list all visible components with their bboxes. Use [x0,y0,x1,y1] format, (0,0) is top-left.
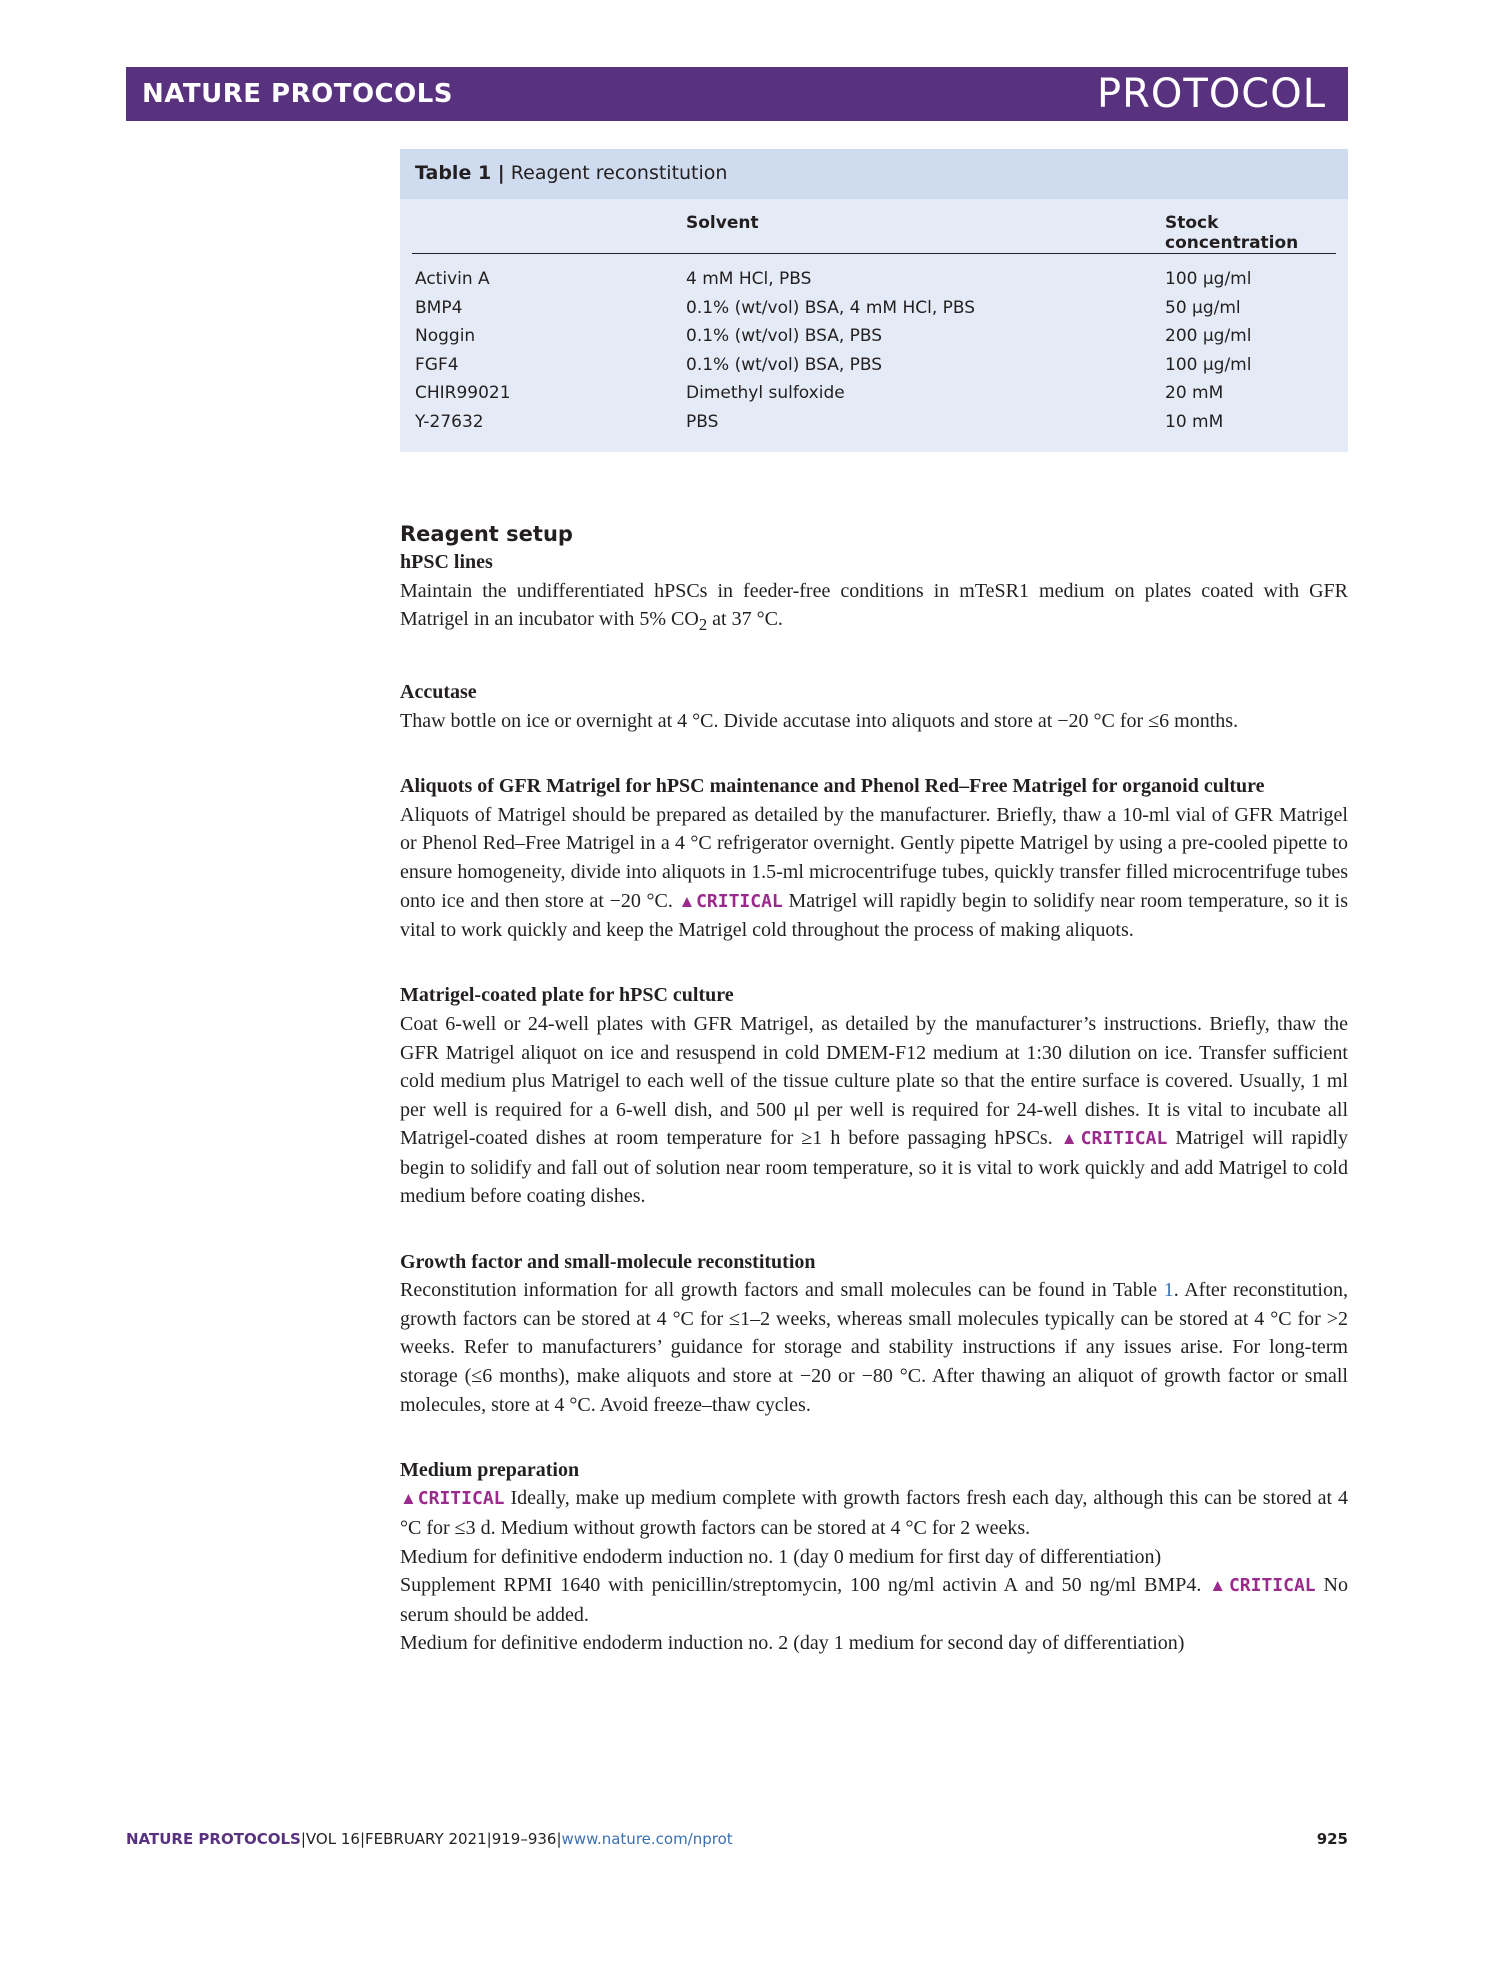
subheading-hpsc-lines: hPSC lines [400,551,493,573]
paragraph-medium-critical [400,1484,1348,1542]
paragraph-induction-1 [400,1571,1348,1629]
table-number: Table 1 | [415,162,505,184]
reagent-stock: 100 μg/ml [1165,354,1252,375]
critical-triangle-icon: ▲ [1209,1576,1229,1596]
growth-factor-text-a: Reconstitution information for all growth factors and small molecules can be found in Table [400,1279,1164,1302]
subheading-medium-preparation: Medium preparation [400,1458,580,1481]
critical-label: CRITICAL [1080,1128,1168,1150]
reagent-name: Noggin [415,326,476,347]
hpsc-text-b: at 37 °C. [707,608,783,631]
table-title-band [400,149,1348,199]
reagent-table [400,149,1348,452]
reagent-solvent: PBS [686,411,719,432]
critical-triangle-icon: ▲ [1060,1129,1081,1149]
reagent-name: Activin A [415,269,490,289]
column-header-stock-concentration: Stock concentration [1165,213,1299,253]
reagent-stock: 100 μg/ml [1165,269,1252,289]
article-type: PROTOCOL [1096,71,1326,117]
footer-volume: VOL 16 [305,1830,360,1848]
page-footer [126,1830,1348,1854]
medium-critical-text: Ideally, make up medium complete with growth factors fresh each day, although this can be stored at 4 °C for ≤3 d. Medium without growth factors can be stored at 4 °C for 2 weeks. [400,1487,1348,1539]
critical-triangle-icon: ▲ [400,1489,418,1509]
table-row [415,269,1340,298]
paragraph-aliquots [400,801,1348,945]
reagent-name: FGF4 [415,354,459,375]
footer-separator: | [486,1830,492,1848]
co2-subscript: 2 [698,615,708,635]
paragraph-growth-factor [400,1276,1348,1419]
reagent-stock: 200 μg/ml [1165,326,1252,347]
reagent-solvent: 0.1% (wt/vol) BSA, 4 mM HCl, PBS [686,297,976,318]
column-header-solvent: Solvent [686,213,759,233]
subheading-aliquots: Aliquots of GFR Matrigel for hPSC maintenance and Phenol Red–Free Matrigel for organoid culture [400,775,1265,798]
table-row [415,412,1340,441]
footer-pages: 919–936 [491,1830,557,1848]
reagent-stock: 20 mM [1165,383,1224,404]
induction-1-title: Medium for definitive endoderm induction no. 1 (day 0 medium for first day of differentiation) [400,1545,1162,1568]
coated-plate-text-a: Coat 6-well or 24-well plates with GFR Matrigel, as detailed by the manufacturer’s instructions. Briefly, thaw the GFR Matrigel aliquot on ice and resuspend in cold DMEM-F12 medium at 1:30 dilution on ice. Transfer sufficient cold medium plus Matrigel to each well of the tissue culture plate so that the entire surface is covered. Usually, 1 ml per well is required for a 6-well dish, and 500 μl per well is required for 24-well dishes. It is vital to incubate all Matrigel-coated dishes at room temperature for ≥1 h before passaging hPSCs. [400,1012,1348,1150]
reagent-stock: 10 mM [1165,411,1224,432]
reagent-name: BMP4 [415,297,463,318]
table-row [415,326,1340,355]
induction-2-title: Medium for definitive endoderm induction no. 2 (day 1 medium for second day of differentiation) [400,1632,1185,1655]
reagent-name: Y-27632 [415,411,484,432]
reagent-stock: 50 μg/ml [1165,297,1241,318]
table-header-rule [412,253,1336,254]
subheading-accutase: Accutase [400,681,477,704]
journal-header-bar [126,67,1348,121]
table-title [415,162,727,184]
footer-separator: | [359,1830,365,1848]
subheading-coated-plate: Matrigel-coated plate for hPSC culture [400,984,734,1007]
footer-citation [126,1830,733,1848]
reagent-solvent: 0.1% (wt/vol) BSA, PBS [686,326,883,347]
section-heading-reagent-setup: Reagent setup [400,522,573,546]
footer-separator: | [556,1830,562,1848]
main-text-column [400,520,1348,1658]
induction-1-critical-text: No serum should be added. [400,1574,1348,1626]
paragraph-hpsc-lines [400,577,1348,640]
table-row [415,298,1340,327]
table-caption: Reagent reconstitution [510,162,728,184]
coated-plate-text-b: Matrigel will rapidly begin to solidify and fall out of solution near room temperature, so it is vital to work quickly and add Matrigel to cold medium before coating dishes. [400,1127,1349,1208]
table-row [415,383,1340,412]
footer-date: FEBRUARY 2021 [365,1830,487,1848]
table-row [415,355,1340,384]
footer-url-link[interactable]: www.nature.com/nprot [561,1830,733,1848]
paragraph-coated-plate [400,1010,1348,1211]
footer-separator: | [300,1830,306,1848]
critical-label: CRITICAL [417,1488,505,1510]
reagent-solvent: 0.1% (wt/vol) BSA, PBS [686,354,883,375]
aliquots-text-b: Matrigel will rapidly begin to solidify near room temperature, so it is vital to work quickly and keep the Matrigel cold throughout the process of making aliquots. [400,889,1349,942]
reagent-solvent: 4 mM HCl, PBS [686,269,812,289]
table-body [415,269,1340,441]
subheading-growth-factor: Growth factor and small-molecule reconstitution [400,1250,816,1273]
hpsc-text-a: Maintain the undifferentiated hPSCs in feeder-free conditions in mTeSR1 medium on plates coated with GFR Matrigel in an incubator with 5% CO [400,579,1348,631]
page-number: 925 [1316,1830,1348,1848]
critical-label: CRITICAL [1228,1575,1316,1597]
growth-factor-text-b: . After reconstitution, growth factors can be stored at 4 °C for ≤1–2 weeks, whereas small molecules typically can be stored at 4 °C for >2 weeks. Refer to manufacturers’ guidance for storage and stability instructions if any issues arise. For long-term storage (≤6 months), make aliquots and store at −20 or −80 °C. After thawing an aliquot of growth factor or small molecules, store at 4 °C. Avoid freeze–thaw cycles. [400,1279,1348,1416]
critical-triangle-icon: ▲ [678,891,697,911]
reagent-name: CHIR99021 [415,383,511,404]
critical-label: CRITICAL [696,890,783,912]
paragraph-accutase: Thaw bottle on ice or overnight at 4 °C. Divide accutase into aliquots and store at −20 °C for ≤6 months. [400,709,1239,732]
reagent-solvent: Dimethyl sulfoxide [686,383,845,404]
aliquots-text-a: Aliquots of Matrigel should be prepared as detailed by the manufacturer. Briefly, thaw a 10-ml vial of GFR Matrigel or Phenol Red–Free Matrigel in a 4 °C refrigerator overnight. Gently pipette Matrigel by using a pre-cooled pipette to ensure homogeneity, divide into aliquots in 1.5-ml microcentrifuge tubes, quickly transfer filled microcentrifuge tubes onto ice and then store at −20 °C. [400,803,1348,912]
journal-name: NATURE PROTOCOLS [142,79,454,109]
induction-1-text: Supplement RPMI 1640 with penicillin/streptomycin, 100 ng/ml activin A and 50 ng/ml BMP4. [400,1574,1202,1597]
table-reference-link[interactable]: 1 [1163,1279,1174,1302]
footer-journal: NATURE PROTOCOLS [126,1830,301,1848]
